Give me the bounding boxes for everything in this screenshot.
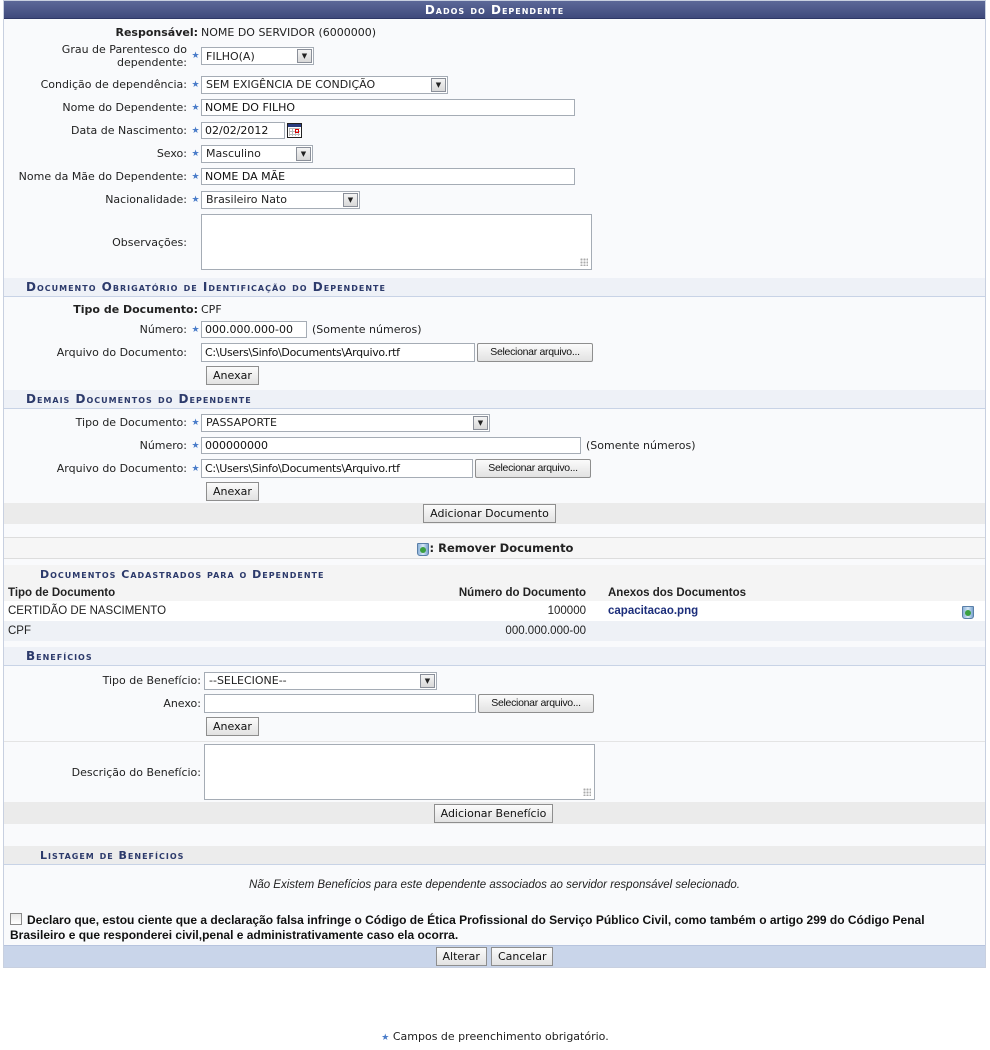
- adicionar-documento-bar: [4, 503, 985, 524]
- required-note: [0, 1030, 990, 1043]
- grau-row: [4, 41, 985, 71]
- chevron-down-icon: ▼: [473, 416, 488, 430]
- nascimento-input[interactable]: [201, 122, 285, 139]
- doc-numero-hint: (Somente números): [312, 323, 422, 336]
- demais-arquivo-row: [4, 457, 985, 480]
- nascimento-label: Data de Nascimento:: [70, 124, 187, 137]
- condicao-select[interactable]: SEM EXIGÊNCIA DE CONDIÇÃO ▼: [201, 76, 448, 94]
- cell-tipo: CERTIDÃO DE NASCIMENTO: [4, 601, 420, 621]
- beneficio-anexar-button[interactable]: Anexar: [206, 717, 259, 736]
- cell-anexo: [590, 601, 985, 621]
- chevron-down-icon: ▼: [297, 49, 312, 63]
- demais-numero-row: [4, 434, 985, 457]
- docs-table-header: [4, 584, 985, 601]
- mae-label: Nome da Mãe do Dependente:: [18, 170, 187, 183]
- required-star-icon: ★: [191, 79, 200, 90]
- cell-numero: 000.000.000-00: [420, 621, 590, 641]
- anexo-link[interactable]: capacitacao.png: [608, 605, 699, 617]
- section-docs-cadastrados-title: Documentos Cadastrados para o Dependente: [4, 565, 985, 584]
- trash-icon: [416, 541, 430, 556]
- cell-numero: 100000: [420, 601, 590, 621]
- doc-numero-row: [4, 318, 985, 341]
- col-numero: Número do Documento: [458, 586, 586, 599]
- demais-numero-input[interactable]: [201, 437, 581, 454]
- required-star-icon: ★: [191, 171, 200, 182]
- beneficio-tipo-select[interactable]: --SELECIONE-- ▼: [204, 672, 437, 690]
- beneficio-select-file-button[interactable]: Selecionar arquivo...: [478, 694, 594, 713]
- doc-anexar-row: [4, 364, 985, 387]
- adicionar-beneficio-bar: [4, 802, 985, 824]
- beneficio-anexo-row: [4, 692, 985, 715]
- doc-tipo-label: Tipo de Documento:: [73, 302, 198, 316]
- required-star-icon: ★: [191, 194, 200, 205]
- table-row: [4, 601, 985, 621]
- declaracao-checkbox[interactable]: [10, 913, 22, 925]
- col-tipo: Tipo de Documento: [8, 586, 116, 599]
- beneficio-descricao-label: Descrição do Benefício:: [71, 765, 201, 779]
- required-note-text: Campos de preenchimento obrigatório.: [392, 1030, 609, 1043]
- mae-input[interactable]: [201, 168, 575, 185]
- chevron-down-icon: ▼: [420, 674, 435, 688]
- resize-grip-icon[interactable]: [580, 258, 588, 266]
- condicao-label: Condição de dependência:: [40, 78, 187, 91]
- required-star-icon: ★: [191, 125, 200, 136]
- table-row: [4, 621, 985, 641]
- section-demais-docs-title: Demais Documentos do Dependente: [4, 390, 985, 409]
- demais-arquivo-input[interactable]: [201, 459, 473, 478]
- demais-select-file-button[interactable]: Selecionar arquivo...: [475, 459, 591, 478]
- doc-tipo-row: [4, 300, 985, 318]
- nacionalidade-label: Nacionalidade:: [105, 193, 187, 206]
- resize-grip-icon[interactable]: [583, 788, 591, 796]
- required-star-icon: ★: [191, 324, 200, 335]
- required-star-icon: ★: [381, 1033, 390, 1043]
- docs-table: [4, 584, 985, 641]
- required-star-icon: ★: [191, 148, 200, 159]
- condicao-row: [4, 73, 985, 96]
- responsavel-row: [4, 23, 985, 41]
- observacoes-label: Observações:: [112, 235, 187, 249]
- demais-arquivo-label: Arquivo do Documento:: [56, 462, 187, 475]
- doc-tipo-value: CPF: [201, 302, 222, 316]
- nascimento-row: [4, 119, 985, 142]
- nome-row: [4, 96, 985, 119]
- declaracao: [4, 911, 985, 945]
- doc-numero-label: Número:: [139, 323, 187, 336]
- cell-tipo: CPF: [4, 621, 420, 641]
- nacionalidade-select[interactable]: Brasileiro Nato ▼: [201, 191, 360, 209]
- section-doc-obrigatorio-title: Documento Obrigatório de Identificação do Dependente: [4, 278, 985, 297]
- form-title: Dados do Dependente: [4, 1, 985, 19]
- remove-legend: [4, 537, 985, 559]
- demais-tipo-label: Tipo de Documento:: [75, 416, 187, 429]
- required-star-icon: ★: [191, 102, 200, 113]
- doc-arquivo-row: [4, 341, 985, 364]
- cancelar-button[interactable]: Cancelar: [491, 947, 554, 966]
- responsavel-label: Responsável:: [115, 25, 198, 39]
- observacoes-row: [4, 211, 985, 273]
- beneficio-anexo-label: Anexo:: [163, 697, 201, 710]
- form-actions: [4, 945, 985, 967]
- demais-anexar-row: [4, 480, 985, 503]
- section-listagem-title: Listagem de Benefícios: [4, 846, 985, 865]
- sexo-select[interactable]: Masculino ▼: [201, 145, 313, 163]
- required-star-icon: ★: [191, 440, 200, 451]
- grau-select[interactable]: FILHO(A) ▼: [201, 47, 314, 65]
- cell-anexo: [590, 621, 985, 641]
- chevron-down-icon: ▼: [343, 193, 358, 207]
- grau-label: Grau de Parentesco do dependente:: [61, 43, 187, 69]
- beneficio-descricao-row: [4, 742, 985, 802]
- adicionar-documento-button[interactable]: Adicionar Documento: [423, 504, 556, 523]
- chevron-down-icon: ▼: [296, 147, 311, 161]
- demais-tipo-row: [4, 411, 985, 434]
- beneficio-tipo-row: [4, 669, 985, 692]
- mae-row: [4, 165, 985, 188]
- listagem-empty-message: Não Existem Benefícios para este dependente associados ao servidor responsável selecionado.: [249, 879, 740, 891]
- required-star-icon: ★: [191, 51, 200, 61]
- nome-label: Nome do Dependente:: [62, 101, 187, 114]
- section-beneficios-title: Benefícios: [4, 647, 985, 666]
- demais-tipo-select[interactable]: PASSAPORTE ▼: [201, 414, 490, 432]
- doc-select-file-button[interactable]: Selecionar arquivo...: [477, 343, 593, 362]
- remove-document-trash-icon[interactable]: [961, 604, 975, 619]
- demais-numero-hint: (Somente números): [586, 439, 696, 452]
- remove-legend-label: : Remover Documento: [429, 541, 574, 555]
- doc-arquivo-input[interactable]: [201, 343, 475, 362]
- beneficio-descricao-textarea[interactable]: [204, 744, 595, 800]
- chevron-down-icon: ▼: [431, 78, 446, 92]
- alterar-button[interactable]: Alterar: [436, 947, 487, 966]
- dependent-form: [3, 0, 986, 968]
- demais-anexar-button[interactable]: Anexar: [206, 482, 259, 501]
- doc-arquivo-label: Arquivo do Documento:: [56, 346, 187, 359]
- beneficio-anexo-input[interactable]: [204, 694, 476, 713]
- beneficio-tipo-label: Tipo de Benefício:: [102, 674, 201, 687]
- observacoes-textarea[interactable]: [201, 214, 592, 270]
- col-anexos: Anexos dos Documentos: [608, 586, 747, 599]
- nome-input[interactable]: [201, 99, 575, 116]
- sexo-row: [4, 142, 985, 165]
- responsavel-value: NOME DO SERVIDOR (6000000): [201, 25, 377, 39]
- required-star-icon: ★: [191, 417, 200, 428]
- doc-numero-input[interactable]: [201, 321, 307, 338]
- sexo-label: Sexo:: [156, 147, 187, 160]
- calendar-icon[interactable]: [287, 123, 302, 138]
- beneficio-anexar-row: [4, 715, 985, 738]
- adicionar-beneficio-button[interactable]: Adicionar Benefício: [434, 804, 554, 823]
- doc-anexar-button[interactable]: Anexar: [206, 366, 259, 385]
- declaracao-text: Declaro que, estou ciente que a declaração falsa infringe o Código de Ética Profissional do Serviço Público Civil, como também o artigo 299 do Código Penal Brasileiro e que responderei civil,penal e administrativamente caso ela ocorra.: [10, 913, 925, 942]
- demais-numero-label: Número:: [139, 439, 187, 452]
- required-star-icon: ★: [191, 463, 200, 474]
- nacionalidade-row: [4, 188, 985, 211]
